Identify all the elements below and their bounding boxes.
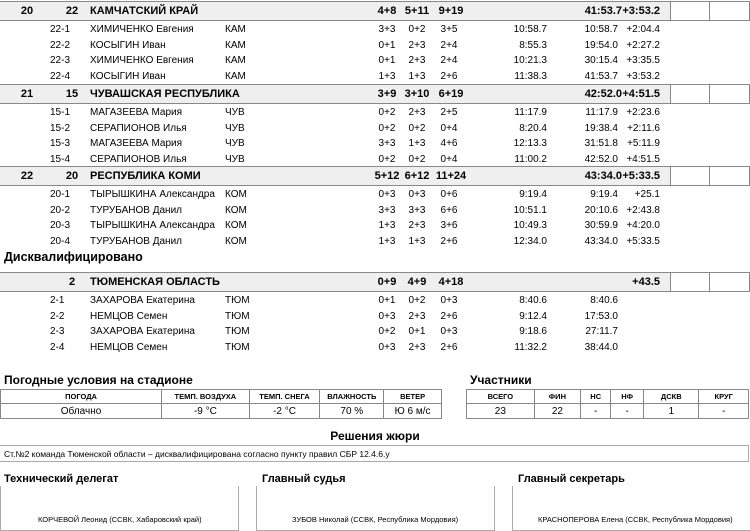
athlete-sum: 0+4 (440, 154, 458, 166)
athlete-reg: КАМ (225, 55, 246, 67)
athlete-cum: 41:53.7 (584, 71, 618, 83)
team-bib: 22 (65, 5, 79, 17)
athlete-sum: 0+6 (440, 189, 458, 200)
athlete-sum: 2+4 (440, 39, 458, 51)
athlete-s2: 1+3 (408, 236, 426, 248)
athlete-behind: +25.1 (634, 189, 660, 200)
athlete-cum: 43:34.0 (584, 236, 618, 248)
athlete-sum: 4+6 (440, 138, 458, 150)
athlete-id: 15-4 (50, 154, 71, 166)
weather-header: ПОГОДА (1, 390, 162, 404)
team-pen-lie: 0+9 (377, 276, 397, 288)
athlete-s2: 0+2 (408, 154, 426, 166)
blank-box (670, 272, 711, 292)
athlete-cum: 9:19.4 (590, 189, 618, 200)
athlete-name: НЕМЦОВ Семен (90, 310, 168, 322)
team-time: 42:52.0 (584, 88, 622, 100)
athlete-id: 20-2 (50, 204, 71, 216)
athlete-row (0, 235, 750, 249)
athlete-id: 20-3 (50, 220, 71, 232)
athlete-behind: +3:53.2 (626, 71, 660, 83)
participants-value: - (611, 404, 644, 419)
team-behind: +43.5 (632, 276, 660, 288)
team-place: 21 (20, 88, 34, 100)
athlete-sum: 3+5 (440, 24, 458, 35)
weather-header: ТЕМП. СНЕГА (249, 390, 320, 404)
athlete-name: МАГАЗЕЕВА Мария (90, 138, 183, 150)
athlete-sum: 2+6 (440, 236, 458, 248)
athlete-leg: 12:34.0 (513, 236, 547, 248)
signature-box (256, 486, 495, 531)
athlete-row (0, 106, 750, 120)
athlete-reg: ЧУВ (225, 154, 245, 166)
team-name: КАМЧАТСКИЙ КРАЙ (90, 5, 199, 17)
athlete-sum: 0+3 (440, 295, 458, 306)
team-pen-stand: 3+10 (404, 88, 430, 100)
athlete-row (0, 153, 750, 167)
athlete-leg: 11:38.3 (514, 71, 547, 83)
athlete-leg: 10:58.7 (513, 24, 547, 35)
weather-title: Погодные условия на стадионе (4, 373, 193, 387)
athlete-s2: 2+3 (408, 220, 426, 232)
athlete-sum: 0+4 (440, 122, 458, 134)
jury-decision: Ст.№2 команда Тюменской области – дисквалифицирована согласно пункту правил СБР 12.4.6.у (0, 445, 749, 462)
athlete-cum: 19:54.0 (584, 39, 618, 51)
athlete-id: 2-2 (50, 310, 65, 322)
weather-value: -2 °C (249, 404, 320, 419)
athlete-name: НЕМЦОВ Семен (90, 342, 168, 354)
athlete-reg: ТЮМ (225, 342, 250, 354)
participants-value: 23 (467, 404, 535, 419)
team-place: 20 (20, 5, 34, 17)
athlete-sum: 2+6 (440, 310, 458, 322)
blank-box (709, 1, 750, 21)
official-role: Главный секретарь (518, 473, 625, 485)
athlete-id: 22-4 (50, 71, 71, 83)
athlete-leg: 11:00.2 (514, 154, 547, 166)
athlete-s1: 0+1 (378, 39, 396, 51)
athlete-reg: КОМ (225, 220, 247, 232)
athlete-leg: 12:13.3 (513, 138, 547, 150)
athlete-behind: +2:11.6 (627, 122, 660, 134)
athlete-behind: +5:11.9 (627, 138, 660, 150)
athlete-reg: КОМ (225, 204, 247, 216)
athlete-row (0, 23, 750, 37)
athlete-leg: 8:40.6 (519, 295, 547, 306)
athlete-leg: 11:32.2 (514, 342, 547, 354)
athlete-sum: 0+3 (440, 326, 458, 338)
athlete-reg: КАМ (225, 39, 246, 51)
athlete-s2: 1+3 (408, 138, 426, 150)
athlete-leg: 8:55.3 (519, 39, 547, 51)
team-pen-total: 11+24 (435, 170, 467, 182)
athlete-sum: 2+6 (440, 342, 458, 354)
team-behind: +5:33.5 (622, 170, 660, 182)
athlete-leg: 9:12.4 (519, 310, 547, 322)
official-role: Технический делегат (4, 473, 119, 485)
blank-box (709, 166, 750, 186)
team-pen-lie: 3+9 (377, 88, 397, 100)
jury-title: Решения жюри (330, 429, 420, 443)
blank-box (709, 272, 750, 292)
athlete-reg: КОМ (225, 189, 247, 200)
participants-table (466, 389, 749, 419)
weather-header: ТЕМП. ВОЗДУХА (162, 390, 250, 404)
participants-value: - (581, 404, 611, 419)
athlete-s2: 2+3 (408, 342, 426, 354)
athlete-s1: 0+2 (378, 122, 396, 134)
team-place: 22 (20, 170, 34, 182)
athlete-behind: +5:33.5 (626, 236, 660, 248)
athlete-cum: 30:59.9 (584, 220, 618, 232)
team-time: 41:53.7 (584, 5, 622, 17)
official-name: КОРЧЕВОЙ Леонид (ССВК, Хабаровский край) (38, 515, 202, 524)
signature-box (512, 486, 750, 531)
athlete-sum: 3+6 (440, 220, 458, 232)
athlete-name: ТЫРЫШКИНА Александра (90, 189, 215, 200)
athlete-s1: 0+1 (378, 295, 396, 306)
participants-header: ФИН (534, 390, 580, 404)
participants-header: ВСЕГО (467, 390, 535, 404)
athlete-cum: 8:40.6 (590, 295, 618, 306)
athlete-s2: 0+2 (408, 295, 426, 306)
athlete-s1: 0+3 (378, 342, 396, 354)
athlete-leg: 11:17.9 (514, 107, 547, 118)
official-role: Главный судья (262, 473, 346, 485)
athlete-sum: 2+4 (440, 55, 458, 67)
athlete-behind: +2:27.2 (626, 39, 660, 51)
weather-value: Облачно (1, 404, 162, 419)
athlete-s1: 1+3 (378, 236, 396, 248)
athlete-cum: 31:51.8 (584, 138, 618, 150)
athlete-id: 22-2 (50, 39, 71, 51)
team-bib: 2 (68, 276, 76, 288)
athlete-row (0, 122, 750, 136)
team-pen-lie: 5+12 (374, 170, 400, 182)
athlete-name: КОСЫГИН Иван (90, 71, 166, 83)
official-name: КРАСНОПЕРОВА Елена (ССВК, Республика Мордовия) (538, 515, 733, 524)
athlete-s2: 0+1 (408, 326, 426, 338)
athlete-s1: 3+3 (378, 204, 396, 216)
athlete-row (0, 70, 750, 84)
athlete-behind: +4:51.5 (626, 154, 660, 166)
athlete-behind: +2:43.8 (626, 204, 660, 216)
team-behind: +4:51.5 (622, 88, 660, 100)
athlete-reg: КАМ (225, 71, 246, 83)
athlete-s2: 1+3 (408, 71, 426, 83)
athlete-row (0, 188, 750, 202)
athlete-reg: ТЮМ (225, 295, 250, 306)
athlete-s1: 0+2 (378, 107, 396, 118)
team-pen-stand: 4+9 (407, 276, 427, 288)
athlete-s1: 0+2 (378, 154, 396, 166)
athlete-id: 2-1 (50, 295, 65, 306)
team-bib: 15 (65, 88, 79, 100)
team-name: ТЮМЕНСКАЯ ОБЛАСТЬ (90, 276, 220, 288)
team-bib: 20 (65, 170, 79, 182)
team-pen-total: 9+19 (438, 5, 464, 17)
athlete-id: 22-3 (50, 55, 71, 67)
team-name: ЧУВАШСКАЯ РЕСПУБЛИКА (90, 88, 240, 100)
athlete-leg: 8:20.4 (519, 122, 547, 134)
athlete-name: СЕРАПИОНОВ Илья (90, 154, 187, 166)
athlete-id: 2-4 (50, 342, 65, 354)
athlete-reg: ТЮМ (225, 326, 250, 338)
athlete-cum: 42:52.0 (584, 154, 618, 166)
athlete-s2: 0+2 (408, 122, 426, 134)
athlete-row (0, 294, 750, 308)
athlete-reg: ЧУВ (225, 107, 245, 118)
athlete-s2: 2+3 (408, 39, 426, 51)
athlete-name: ТУРУБАНОВ Данил (90, 236, 183, 248)
athlete-cum: 19:38.4 (584, 122, 618, 134)
athlete-cum: 30:15.4 (584, 55, 618, 67)
athlete-name: ЗАХАРОВА Екатерина (90, 295, 195, 306)
athlete-behind: +2:04.4 (626, 24, 660, 35)
athlete-leg: 10:21.3 (513, 55, 547, 67)
athlete-cum: 17:53.0 (584, 310, 618, 322)
athlete-leg: 9:19.4 (519, 189, 547, 200)
athlete-id: 15-3 (50, 138, 71, 150)
athlete-s1: 1+3 (378, 71, 396, 83)
athlete-sum: 2+6 (440, 71, 458, 83)
blank-box (670, 1, 711, 21)
athlete-reg: ЧУВ (225, 138, 245, 150)
athlete-row (0, 137, 750, 151)
team-header (0, 166, 750, 186)
team-time: 43:34.0 (584, 170, 622, 182)
athlete-s1: 1+3 (378, 220, 396, 232)
athlete-s2: 2+3 (408, 310, 426, 322)
athlete-id: 15-2 (50, 122, 71, 134)
team-pen-total: 4+18 (438, 276, 464, 288)
athlete-reg: КОМ (225, 236, 247, 248)
team-behind: +3:53.2 (622, 5, 660, 17)
athlete-s1: 0+3 (378, 310, 396, 322)
athlete-s1: 0+3 (378, 189, 396, 200)
participants-header: НФ (611, 390, 644, 404)
athlete-row (0, 219, 750, 233)
athlete-id: 15-1 (50, 107, 71, 118)
team-pen-stand: 6+12 (404, 170, 430, 182)
team-pen-total: 6+19 (438, 88, 464, 100)
official-name: ЗУБОВ Николай (ССВК, Республика Мордовия) (292, 515, 459, 524)
athlete-behind: +3:35.5 (626, 55, 660, 67)
athlete-name: СЕРАПИОНОВ Илья (90, 122, 187, 134)
athlete-id: 20-1 (50, 189, 71, 200)
athlete-row (0, 39, 750, 53)
athlete-cum: 38:44.0 (584, 342, 618, 354)
athlete-id: 20-4 (50, 236, 71, 248)
blank-box (709, 84, 750, 104)
team-pen-lie: 4+8 (377, 5, 397, 17)
athlete-row (0, 204, 750, 218)
weather-table (0, 389, 442, 419)
athlete-name: КОСЫГИН Иван (90, 39, 166, 51)
athlete-reg: ЧУВ (225, 122, 245, 134)
athlete-cum: 11:17.9 (585, 107, 618, 118)
blank-box (670, 166, 711, 186)
athlete-row (0, 54, 750, 68)
team-header (0, 84, 750, 104)
signature-box (0, 486, 239, 531)
athlete-sum: 2+5 (440, 107, 458, 118)
weather-value: 70 % (320, 404, 384, 419)
participants-title: Участники (470, 373, 532, 387)
blank-box (670, 84, 711, 104)
athlete-name: ХИМИЧЕНКО Евгения (90, 24, 194, 35)
participants-value: - (699, 404, 749, 419)
athlete-s2: 0+3 (408, 189, 426, 200)
weather-value: -9 °C (162, 404, 250, 419)
athlete-sum: 6+6 (440, 204, 458, 216)
weather-value: Ю 6 м/с (384, 404, 442, 419)
athlete-s2: 2+3 (408, 107, 426, 118)
athlete-cum: 10:58.7 (584, 24, 618, 35)
athlete-s1: 0+1 (378, 55, 396, 67)
athlete-behind: +4:20.0 (626, 220, 660, 232)
weather-header: ВЕТЕР (384, 390, 442, 404)
participants-header: ДСКВ (644, 390, 699, 404)
athlete-reg: КАМ (225, 24, 246, 35)
athlete-id: 22-1 (50, 24, 71, 35)
athlete-behind: +2:23.6 (626, 107, 660, 118)
athlete-name: ЗАХАРОВА Екатерина (90, 326, 195, 338)
participants-header: НС (581, 390, 611, 404)
disqualified-title: Дисквалифицировано (4, 250, 143, 264)
athlete-s1: 3+3 (378, 24, 396, 35)
participants-value: 1 (644, 404, 699, 419)
athlete-name: ХИМИЧЕНКО Евгения (90, 55, 194, 67)
athlete-s2: 2+3 (408, 55, 426, 67)
athlete-leg: 10:49.3 (513, 220, 547, 232)
weather-header: ВЛАЖНОСТЬ (320, 390, 384, 404)
athlete-cum: 20:10.6 (584, 204, 618, 216)
team-header (0, 1, 750, 21)
athlete-id: 2-3 (50, 326, 65, 338)
athlete-cum: 27:11.7 (585, 326, 618, 338)
team-pen-stand: 5+11 (404, 5, 430, 17)
participants-value: 22 (534, 404, 580, 419)
athlete-name: ТУРУБАНОВ Данил (90, 204, 183, 216)
athlete-s2: 0+2 (408, 24, 426, 35)
athlete-row (0, 341, 750, 355)
athlete-s1: 0+2 (378, 326, 396, 338)
athlete-s1: 3+3 (378, 138, 396, 150)
athlete-name: ТЫРЫШКИНА Александра (90, 220, 215, 232)
team-name: РЕСПУБЛИКА КОМИ (90, 170, 201, 182)
athlete-leg: 9:18.6 (519, 326, 547, 338)
participants-header: КРУГ (699, 390, 749, 404)
athlete-name: МАГАЗЕЕВА Мария (90, 107, 183, 118)
athlete-s2: 3+3 (408, 204, 426, 216)
team-header (0, 272, 750, 292)
athlete-row (0, 310, 750, 324)
athlete-row (0, 325, 750, 339)
athlete-reg: ТЮМ (225, 310, 250, 322)
athlete-leg: 10:51.1 (513, 204, 547, 216)
